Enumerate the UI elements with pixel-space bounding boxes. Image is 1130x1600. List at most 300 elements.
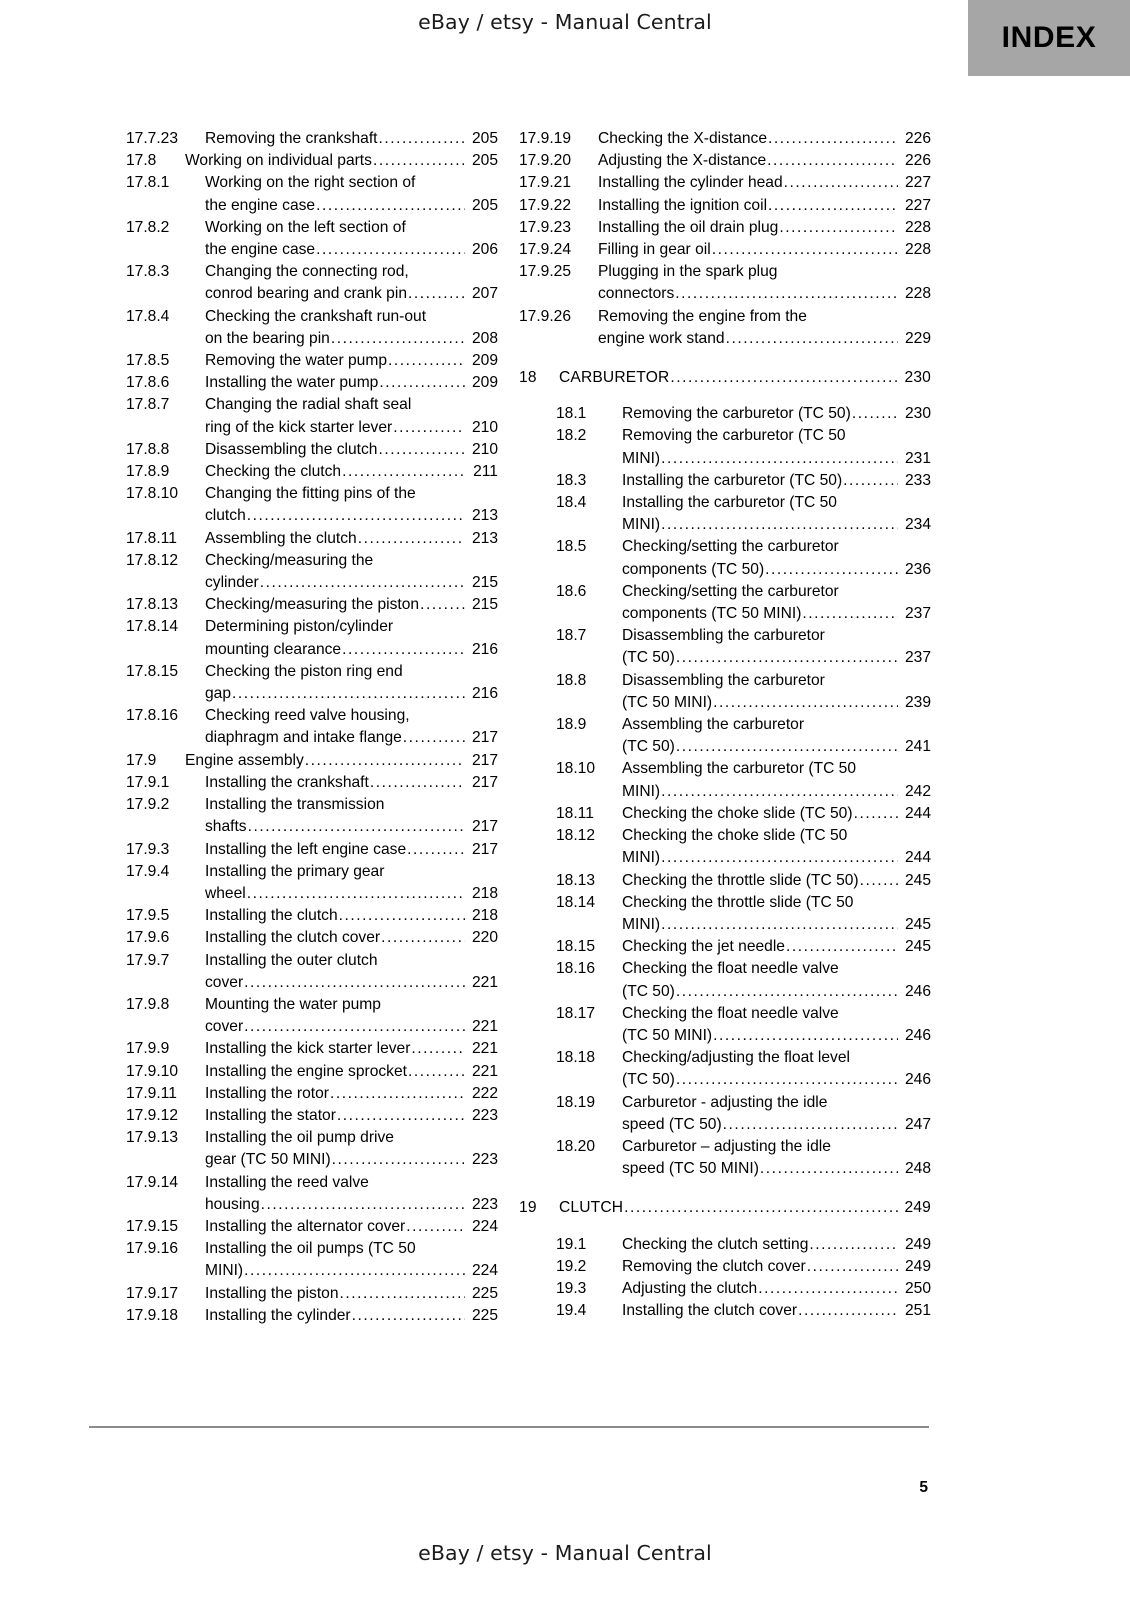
toc-page-number: 215 bbox=[471, 596, 498, 614]
toc-entry-title: Installing the oil drain plug bbox=[598, 218, 779, 236]
toc-entry[interactable] bbox=[519, 1136, 931, 1180]
toc-entry-last-line bbox=[622, 1158, 931, 1180]
toc-entry-title: Checking/measuring the bbox=[205, 551, 374, 569]
toc-entry-title: Working on the left section of bbox=[205, 218, 406, 236]
toc-entry[interactable] bbox=[519, 150, 931, 172]
toc-entry-body bbox=[622, 403, 931, 425]
index-section-tab bbox=[968, 0, 1130, 76]
toc-entry-line bbox=[622, 581, 931, 603]
toc-entry-title: Checking the crankshaft run-out bbox=[205, 307, 427, 325]
toc-entry-body bbox=[185, 150, 498, 172]
toc-entry[interactable] bbox=[126, 461, 498, 483]
toc-entry-title: housing bbox=[205, 1195, 260, 1213]
toc-dot-leader bbox=[358, 528, 465, 550]
toc-dot-leader bbox=[248, 816, 465, 838]
toc-entry[interactable] bbox=[126, 306, 498, 350]
toc-entry-title: Removing the water pump bbox=[205, 352, 388, 370]
toc-dot-leader bbox=[676, 647, 898, 669]
footer-watermark: eBay / etsy - Manual Central bbox=[418, 1541, 712, 1565]
toc-page-number: 208 bbox=[471, 329, 498, 347]
toc-entry[interactable] bbox=[126, 705, 498, 749]
toc-entry-body bbox=[205, 1061, 498, 1083]
toc-entry-body bbox=[205, 394, 498, 438]
toc-entry[interactable] bbox=[126, 861, 498, 905]
toc-entry-title: Installing the clutch bbox=[205, 907, 338, 925]
toc-entry-body bbox=[622, 425, 931, 469]
toc-entry[interactable] bbox=[126, 1283, 498, 1305]
toc-entry[interactable] bbox=[519, 803, 931, 825]
toc-entry[interactable] bbox=[126, 950, 498, 994]
toc-entry[interactable] bbox=[126, 905, 498, 927]
toc-dot-leader bbox=[675, 283, 898, 305]
toc-entry-number: 18.11 bbox=[556, 804, 594, 822]
toc-entry-title: shafts bbox=[205, 818, 247, 836]
toc-entry-title: Filling in gear oil bbox=[598, 241, 711, 259]
toc-entry-title: on the bearing pin bbox=[205, 329, 330, 347]
toc-dot-leader bbox=[713, 692, 898, 714]
toc-entry[interactable] bbox=[126, 150, 498, 172]
toc-entry-body bbox=[205, 1238, 498, 1282]
toc-dot-leader bbox=[726, 328, 898, 350]
toc-entry[interactable] bbox=[126, 661, 498, 705]
toc-entry[interactable] bbox=[519, 403, 931, 425]
toc-entry-line bbox=[622, 536, 931, 558]
toc-entry-title: Installing the cylinder head bbox=[598, 174, 783, 192]
toc-entry-body bbox=[205, 261, 498, 305]
toc-entry-last-line bbox=[622, 448, 931, 470]
toc-entry[interactable] bbox=[519, 128, 931, 150]
toc-entry[interactable] bbox=[519, 536, 931, 580]
toc-entry[interactable] bbox=[126, 372, 498, 394]
toc-column-right bbox=[519, 128, 931, 1322]
toc-entry[interactable] bbox=[519, 1256, 931, 1278]
toc-entry[interactable] bbox=[519, 239, 931, 261]
toc-entry[interactable] bbox=[519, 714, 931, 758]
toc-entry-body bbox=[205, 217, 498, 261]
toc-entry-title: components (TC 50 MINI) bbox=[622, 605, 802, 623]
toc-entry-body bbox=[622, 625, 931, 669]
toc-entry-number: 17.9.3 bbox=[126, 840, 170, 858]
toc-entry-title: (TC 50) bbox=[622, 649, 675, 667]
toc-entry[interactable] bbox=[519, 367, 931, 389]
toc-page-number: 237 bbox=[904, 605, 931, 623]
toc-entry-title: Installing the kick starter lever bbox=[205, 1040, 411, 1058]
toc-entry[interactable] bbox=[126, 1238, 498, 1282]
toc-entry-last-line bbox=[559, 367, 931, 389]
toc-entry-number: 18.16 bbox=[556, 960, 596, 978]
toc-entry-title: Checking the float needle valve bbox=[622, 960, 839, 978]
toc-entry[interactable] bbox=[126, 1105, 498, 1127]
toc-entry[interactable] bbox=[126, 261, 498, 305]
toc-entry-title: CARBURETOR bbox=[559, 369, 670, 387]
toc-entry-body bbox=[598, 261, 931, 305]
toc-entry-number: 18.3 bbox=[556, 471, 587, 489]
toc-entry-body bbox=[598, 150, 931, 172]
toc-dot-leader bbox=[854, 803, 898, 825]
toc-entry[interactable] bbox=[519, 581, 931, 625]
toc-entry-title: components (TC 50) bbox=[622, 560, 765, 578]
toc-entry[interactable] bbox=[126, 439, 498, 461]
toc-entry-last-line bbox=[205, 328, 498, 350]
toc-entry[interactable] bbox=[126, 528, 498, 550]
toc-entry[interactable] bbox=[519, 1003, 931, 1047]
toc-entry[interactable] bbox=[126, 1127, 498, 1171]
toc-entry-last-line bbox=[622, 403, 931, 425]
toc-entry-title: Installing the stator bbox=[205, 1106, 336, 1124]
toc-entry[interactable] bbox=[126, 616, 498, 660]
toc-entry-line bbox=[622, 958, 931, 980]
toc-page-number: 221 bbox=[471, 973, 498, 991]
toc-entry-body bbox=[598, 306, 931, 350]
toc-entry-title: Installing the carburetor (TC 50 bbox=[622, 494, 837, 512]
toc-page-number: 241 bbox=[904, 738, 931, 756]
toc-dot-leader bbox=[768, 128, 898, 150]
toc-entry-line bbox=[205, 616, 498, 638]
toc-entry-title: Adjusting the clutch bbox=[622, 1279, 758, 1297]
page-number: 5 bbox=[919, 1479, 928, 1496]
toc-entry-line bbox=[622, 670, 931, 692]
toc-entry-last-line bbox=[205, 239, 498, 261]
toc-entry-number: 17.9.25 bbox=[519, 263, 572, 281]
toc-dot-leader bbox=[403, 727, 465, 749]
toc-page-number: 227 bbox=[904, 196, 931, 214]
toc-entry-number: 17.9.17 bbox=[126, 1284, 179, 1302]
toc-entry-title: gap bbox=[205, 685, 232, 703]
toc-dot-leader bbox=[852, 403, 898, 425]
toc-page-number: 246 bbox=[904, 982, 931, 1000]
toc-page-number: 210 bbox=[471, 440, 498, 458]
toc-entry-body bbox=[205, 772, 498, 794]
toc-entry-body bbox=[598, 239, 931, 261]
toc-entry-last-line bbox=[622, 870, 931, 892]
toc-entry-title: Installing the rotor bbox=[205, 1084, 329, 1102]
toc-entry-body bbox=[622, 1234, 931, 1256]
toc-entry-line bbox=[622, 425, 931, 447]
toc-entry-last-line bbox=[205, 639, 498, 661]
toc-entry[interactable] bbox=[519, 958, 931, 1002]
toc-entry-body bbox=[622, 1003, 931, 1047]
toc-entry-line bbox=[205, 306, 498, 328]
toc-entry-number: 17.8.14 bbox=[126, 618, 179, 636]
toc-entry-line bbox=[622, 1003, 931, 1025]
toc-entry-number: 17.9.26 bbox=[519, 307, 572, 325]
toc-entry[interactable] bbox=[126, 550, 498, 594]
toc-entry-title: the engine case bbox=[205, 241, 316, 259]
toc-entry-number: 18.14 bbox=[556, 893, 596, 911]
toc-entry-number: 17.9.11 bbox=[126, 1084, 177, 1102]
toc-entry-body bbox=[622, 670, 931, 714]
toc-page-number: 207 bbox=[471, 285, 498, 303]
toc-entry-number: 19.2 bbox=[556, 1257, 587, 1275]
toc-entry-body bbox=[598, 128, 931, 150]
toc-entry[interactable] bbox=[519, 470, 931, 492]
toc-entry-line bbox=[205, 261, 498, 283]
toc-entry-last-line bbox=[205, 350, 498, 372]
toc-entry-title: (TC 50) bbox=[622, 982, 675, 1000]
toc-entry-title: MINI) bbox=[622, 449, 661, 467]
toc-entry-body bbox=[205, 1105, 498, 1127]
toc-entry-title: Removing the clutch cover bbox=[622, 1257, 806, 1275]
toc-page-number: 251 bbox=[904, 1302, 931, 1320]
toc-entry[interactable] bbox=[519, 825, 931, 869]
toc-page-number: 224 bbox=[471, 1262, 498, 1280]
toc-dot-leader bbox=[247, 883, 465, 905]
toc-entry[interactable] bbox=[519, 758, 931, 802]
toc-entry-line bbox=[622, 492, 931, 514]
toc-entry-line bbox=[205, 1238, 498, 1260]
toc-entry-body bbox=[622, 1136, 931, 1180]
toc-entry-line bbox=[622, 1092, 931, 1114]
toc-page-number: 223 bbox=[471, 1195, 498, 1213]
toc-dot-leader bbox=[330, 1083, 465, 1105]
toc-entry-line bbox=[622, 758, 931, 780]
toc-entry-line bbox=[622, 1136, 931, 1158]
toc-entry-number: 17.9.24 bbox=[519, 241, 572, 259]
toc-entry-last-line bbox=[622, 936, 931, 958]
toc-entry-body bbox=[559, 1197, 931, 1219]
toc-entry-title: Checking/setting the carburetor bbox=[622, 538, 839, 556]
toc-entry[interactable] bbox=[126, 927, 498, 949]
toc-entry-last-line bbox=[622, 1300, 931, 1322]
toc-spacer bbox=[519, 1180, 931, 1197]
toc-entry-number: 17.9.8 bbox=[126, 995, 170, 1013]
toc-entry-title: diaphragm and intake flange bbox=[205, 729, 402, 747]
toc-page-number: 216 bbox=[471, 685, 498, 703]
toc-entry-number: 17.9.5 bbox=[126, 907, 170, 925]
toc-entry-title: CLUTCH bbox=[559, 1199, 624, 1217]
toc-entry-body bbox=[622, 492, 931, 536]
toc-dot-leader bbox=[767, 150, 898, 172]
toc-entry-last-line bbox=[622, 1256, 931, 1278]
toc-entry-body bbox=[205, 1283, 498, 1305]
toc-entry-body bbox=[205, 528, 498, 550]
toc-entry-last-line bbox=[185, 750, 498, 772]
toc-entry-last-line bbox=[622, 514, 931, 536]
toc-page-number: 225 bbox=[471, 1284, 498, 1302]
toc-entry[interactable] bbox=[126, 172, 498, 216]
toc-entry[interactable] bbox=[126, 350, 498, 372]
toc-entry-title: Installing the engine sprocket bbox=[205, 1062, 407, 1080]
toc-entry[interactable] bbox=[126, 994, 498, 1038]
toc-entry-last-line bbox=[205, 772, 498, 794]
toc-entry-last-line bbox=[205, 1016, 498, 1038]
toc-entry[interactable] bbox=[519, 936, 931, 958]
toc-entry-number: 17.8.10 bbox=[126, 485, 179, 503]
toc-entry-line bbox=[205, 1172, 498, 1194]
toc-entry-body bbox=[622, 1278, 931, 1300]
toc-page-number: 218 bbox=[471, 884, 498, 902]
toc-entry-number: 17.8.1 bbox=[126, 174, 170, 192]
toc-entry[interactable] bbox=[126, 1038, 498, 1060]
toc-spacer bbox=[519, 1220, 931, 1234]
toc-entry-title: MINI) bbox=[622, 849, 661, 867]
toc-entry-body bbox=[622, 936, 931, 958]
toc-entry[interactable] bbox=[519, 172, 931, 194]
toc-entry-body bbox=[205, 439, 498, 461]
toc-entry-body bbox=[205, 1038, 498, 1060]
toc-entry[interactable] bbox=[519, 217, 931, 239]
toc-entry[interactable] bbox=[126, 1172, 498, 1216]
toc-entry-body bbox=[205, 461, 498, 483]
toc-dot-leader bbox=[316, 195, 465, 217]
toc-page-number: 217 bbox=[471, 840, 498, 858]
toc-entry[interactable] bbox=[519, 1234, 931, 1256]
toc-dot-leader bbox=[786, 936, 898, 958]
toc-entry-number: 17.9.15 bbox=[126, 1217, 179, 1235]
toc-entry-title: wheel bbox=[205, 884, 246, 902]
toc-entry-body bbox=[205, 1172, 498, 1216]
toc-entry-last-line bbox=[205, 1283, 498, 1305]
toc-entry-number: 17.9.19 bbox=[519, 130, 572, 147]
toc-entry[interactable] bbox=[519, 892, 931, 936]
toc-entry[interactable] bbox=[126, 1305, 498, 1327]
toc-entry-title: Checking the clutch bbox=[205, 463, 342, 481]
toc-entry-title: (TC 50 MINI) bbox=[622, 1026, 713, 1044]
toc-entry-number: 17.9.12 bbox=[126, 1106, 179, 1124]
toc-entry-title: Checking the piston ring end bbox=[205, 662, 403, 680]
toc-dot-leader bbox=[860, 870, 898, 892]
toc-page-number: 236 bbox=[904, 560, 931, 578]
toc-entry-title: Checking/measuring the piston bbox=[205, 596, 420, 614]
toc-page-number: 225 bbox=[471, 1306, 498, 1324]
toc-entry-title: Checking/adjusting the float level bbox=[622, 1049, 850, 1067]
toc-entry-title: cylinder bbox=[205, 574, 259, 592]
toc-entry-title: (TC 50) bbox=[622, 1071, 675, 1089]
toc-entry-number: 17.8.15 bbox=[126, 662, 179, 680]
toc-entry-last-line bbox=[205, 1305, 498, 1327]
toc-entry-number: 17.9.2 bbox=[126, 796, 170, 814]
toc-entry-number: 19.1 bbox=[556, 1235, 587, 1253]
toc-entry-last-line bbox=[205, 1194, 498, 1216]
toc-entry[interactable] bbox=[126, 794, 498, 838]
toc-entry-body bbox=[622, 714, 931, 758]
toc-dot-leader bbox=[765, 559, 898, 581]
toc-entry-title: connectors bbox=[598, 285, 675, 303]
toc-entry-title: Assembling the clutch bbox=[205, 529, 357, 547]
toc-entry[interactable] bbox=[126, 750, 498, 772]
toc-entry[interactable] bbox=[519, 261, 931, 305]
toc-entry-last-line bbox=[205, 1083, 498, 1105]
toc-entry-title: the engine case bbox=[205, 196, 316, 214]
toc-entry-body bbox=[205, 172, 498, 216]
toc-spacer bbox=[519, 350, 931, 367]
toc-entry-number: 17.9.18 bbox=[126, 1306, 179, 1324]
toc-entry-number: 18.6 bbox=[556, 582, 587, 600]
toc-entry-line bbox=[622, 1047, 931, 1069]
toc-entry[interactable] bbox=[126, 1083, 498, 1105]
toc-page-number: 246 bbox=[904, 1071, 931, 1089]
toc-entry[interactable] bbox=[519, 492, 931, 536]
toc-page-number: 226 bbox=[904, 130, 931, 147]
toc-entry[interactable] bbox=[126, 1061, 498, 1083]
toc-entry[interactable] bbox=[126, 839, 498, 861]
toc-entry-title: Installing the reed valve bbox=[205, 1173, 369, 1191]
toc-column-left bbox=[126, 128, 498, 1327]
toc-entry-number: 18.13 bbox=[556, 871, 596, 889]
toc-entry-number: 17.9.14 bbox=[126, 1173, 179, 1191]
toc-page-number: 210 bbox=[471, 418, 498, 436]
toc-entry-body bbox=[622, 1092, 931, 1136]
toc-entry-body bbox=[622, 1300, 931, 1322]
toc-entry[interactable] bbox=[519, 195, 931, 217]
toc-entry-number: 17.9.23 bbox=[519, 218, 572, 236]
toc-entry-line bbox=[205, 661, 498, 683]
toc-entry-body bbox=[622, 803, 931, 825]
index-section-tab-label: INDEX bbox=[1001, 21, 1097, 54]
toc-entry-number: 17.8.16 bbox=[126, 707, 179, 725]
toc-entry[interactable] bbox=[519, 1278, 931, 1300]
toc-entry[interactable] bbox=[519, 1300, 931, 1322]
toc-entry[interactable] bbox=[519, 1092, 931, 1136]
toc-dot-leader bbox=[723, 1114, 898, 1136]
toc-entry[interactable] bbox=[126, 394, 498, 438]
toc-entry-last-line bbox=[205, 816, 498, 838]
toc-entry-line bbox=[598, 306, 931, 328]
toc-entry[interactable] bbox=[126, 1216, 498, 1238]
toc-entry-number: 19.3 bbox=[556, 1279, 587, 1297]
toc-page-number: 205 bbox=[471, 130, 498, 147]
toc-entry-body bbox=[598, 195, 931, 217]
toc-entry-title: Carburetor - adjusting the idle bbox=[622, 1093, 828, 1111]
toc-dot-leader bbox=[411, 1038, 465, 1060]
toc-page-number: 246 bbox=[904, 1026, 931, 1044]
toc-entry[interactable] bbox=[519, 870, 931, 892]
toc-entry-line bbox=[205, 861, 498, 883]
toc-entry-last-line bbox=[622, 736, 931, 758]
toc-entry-body bbox=[622, 758, 931, 802]
toc-entry-body bbox=[205, 927, 498, 949]
toc-entry-number: 18.20 bbox=[556, 1137, 596, 1155]
toc-entry[interactable] bbox=[519, 670, 931, 714]
toc-entry[interactable] bbox=[519, 625, 931, 669]
toc-entry[interactable] bbox=[126, 772, 498, 794]
toc-entry-last-line bbox=[622, 1025, 931, 1047]
toc-entry[interactable] bbox=[126, 217, 498, 261]
toc-page-number: 221 bbox=[471, 1018, 498, 1036]
toc-entry-body bbox=[205, 861, 498, 905]
toc-entry-title: Checking the choke slide (TC 50 bbox=[622, 827, 848, 845]
toc-dot-leader bbox=[381, 927, 465, 949]
toc-page-number: 217 bbox=[471, 751, 498, 769]
toc-entry[interactable] bbox=[519, 1047, 931, 1091]
toc-entry-body bbox=[205, 950, 498, 994]
toc-entry-body bbox=[622, 581, 931, 625]
toc-page-number: 209 bbox=[471, 374, 498, 392]
toc-entry-line bbox=[205, 394, 498, 416]
toc-entry-number: 18.7 bbox=[556, 627, 587, 645]
toc-entry[interactable] bbox=[126, 483, 498, 527]
toc-entry-body bbox=[185, 750, 498, 772]
toc-entry-title: speed (TC 50 MINI) bbox=[622, 1160, 759, 1178]
toc-entry[interactable] bbox=[519, 306, 931, 350]
toc-page-number: 245 bbox=[904, 871, 931, 889]
toc-entry-body bbox=[205, 1216, 498, 1238]
toc-entry-title: Assembling the carburetor (TC 50 bbox=[622, 760, 857, 778]
toc-entry-body bbox=[598, 217, 931, 239]
toc-entry[interactable] bbox=[126, 128, 498, 150]
toc-entry-last-line bbox=[598, 217, 931, 239]
toc-dot-leader bbox=[661, 781, 898, 803]
toc-entry[interactable] bbox=[519, 1197, 931, 1219]
toc-dot-leader bbox=[843, 470, 898, 492]
toc-entry-body bbox=[205, 1127, 498, 1171]
toc-entry-number: 17.9.9 bbox=[126, 1040, 170, 1058]
toc-entry-body bbox=[559, 367, 931, 389]
toc-entry-last-line bbox=[205, 1149, 498, 1171]
toc-entry[interactable] bbox=[519, 425, 931, 469]
toc-entry[interactable] bbox=[126, 594, 498, 616]
toc-entry-line bbox=[622, 825, 931, 847]
